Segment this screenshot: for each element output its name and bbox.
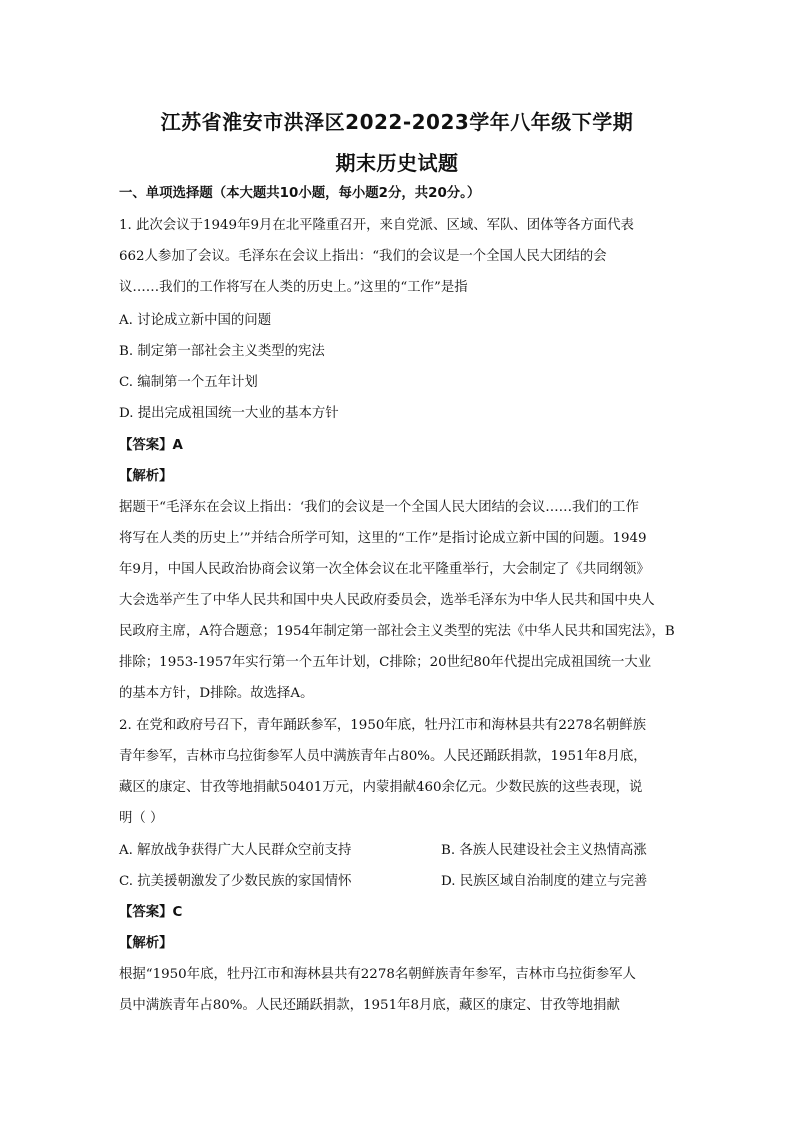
- question-1-option-d: D. 提出完成祖国统一大业的基本方针: [119, 406, 339, 421]
- question-2-option-c: C. 抗美援朝激发了少数民族的家国情怀: [119, 874, 352, 889]
- document-title: 江苏省淮安市洪泽区2022-2023学年八年级下学期: [160, 110, 634, 134]
- question-1-analysis-line: 大会选举产生了中华人民共和国中央人民政府委员会，选举毛泽东为中华人民共和国中央人: [119, 593, 655, 608]
- question-1-analysis-line: 的基本方针，D排除。故选择A。: [119, 686, 314, 701]
- question-1-stem-line: 662人参加了会议。毛泽东在会议上指出：“我们的会议是一个全国人民大团结的会: [119, 249, 607, 264]
- question-1-answer: 【答案】A: [119, 438, 183, 453]
- question-2-analysis-line: 根据“1950年底，牡丹江市和海林县共有2278名朝鲜族青年参军，吉林市乌拉街参军人: [119, 967, 636, 982]
- question-2-analysis-label: 【解析】: [119, 936, 173, 951]
- question-1-analysis-label: 【解析】: [119, 469, 173, 484]
- question-2-stem-line: 明（ ）: [119, 811, 164, 826]
- question-1-analysis-line: 年9月，中国人民政治协商会议第一次全体会议在北平隆重举行，大会制定了《共同纲领》: [119, 562, 650, 577]
- question-2-answer: 【答案】C: [119, 905, 183, 920]
- question-2-stem-line: 2. 在党和政府号召下，青年踊跃参军，1950年底，牡丹江市和海林县共有2278名朝鲜族: [119, 718, 647, 733]
- question-1-analysis-line: 据题干“毛泽东在会议上指出：‘我们的会议是一个全国人民大团结的会议……我们的工作: [119, 500, 639, 515]
- document-subtitle: 期末历史试题: [335, 151, 459, 175]
- question-2-analysis-line: 员中满族青年占80%。人民还踊跃捐款，1951年8月底，藏区的康定、甘孜等地捐献: [119, 998, 620, 1013]
- question-2-option-a: A. 解放战争获得广大人民群众空前支持: [119, 843, 352, 858]
- question-1-option-a: A. 讨论成立新中国的问题: [119, 313, 272, 328]
- question-1-stem-line: 1. 此次会议于1949年9月在北平隆重召开，来自党派、区域、军队、团体等各方面代表: [119, 218, 634, 233]
- question-1-option-c: C. 编制第一个五年计划: [119, 375, 258, 390]
- question-1-analysis-line: 民政府主席，A符合题意；1954年制定第一部社会主义类型的宪法《中华人民共和国宪法》，B: [119, 624, 675, 639]
- section-heading: 一、单项选择题（本大题共10小题，每小题2分，共20分。）: [119, 186, 481, 201]
- question-2-stem-line: 青年参军，吉林市乌拉街参军人员中满族青年占80%。人民还踊跃捐款，1951年8月底，: [119, 749, 647, 764]
- question-1-option-b: B. 制定第一部社会主义类型的宪法: [119, 344, 325, 359]
- question-1-stem-line: 议……我们的工作将写在人类的历史上。”这里的“工作”是指: [119, 280, 468, 295]
- question-2-option-d: D. 民族区域自治制度的建立与完善: [441, 874, 648, 889]
- question-1-analysis-line: 将写在人类的历史上’”并结合所学可知，这里的“工作”是指讨论成立新中国的问题。1949: [119, 531, 647, 546]
- question-2-option-b: B. 各族人民建设社会主义热情高涨: [441, 843, 647, 858]
- question-2-stem-line: 藏区的康定、甘孜等地捐献50401万元，内蒙捐献460余亿元。少数民族的这些表现，说: [119, 780, 643, 795]
- question-1-analysis-line: 排除；1953-1957年实行第一个五年计划，C排除；20世纪80年代提出完成祖国统一大业: [119, 655, 652, 670]
